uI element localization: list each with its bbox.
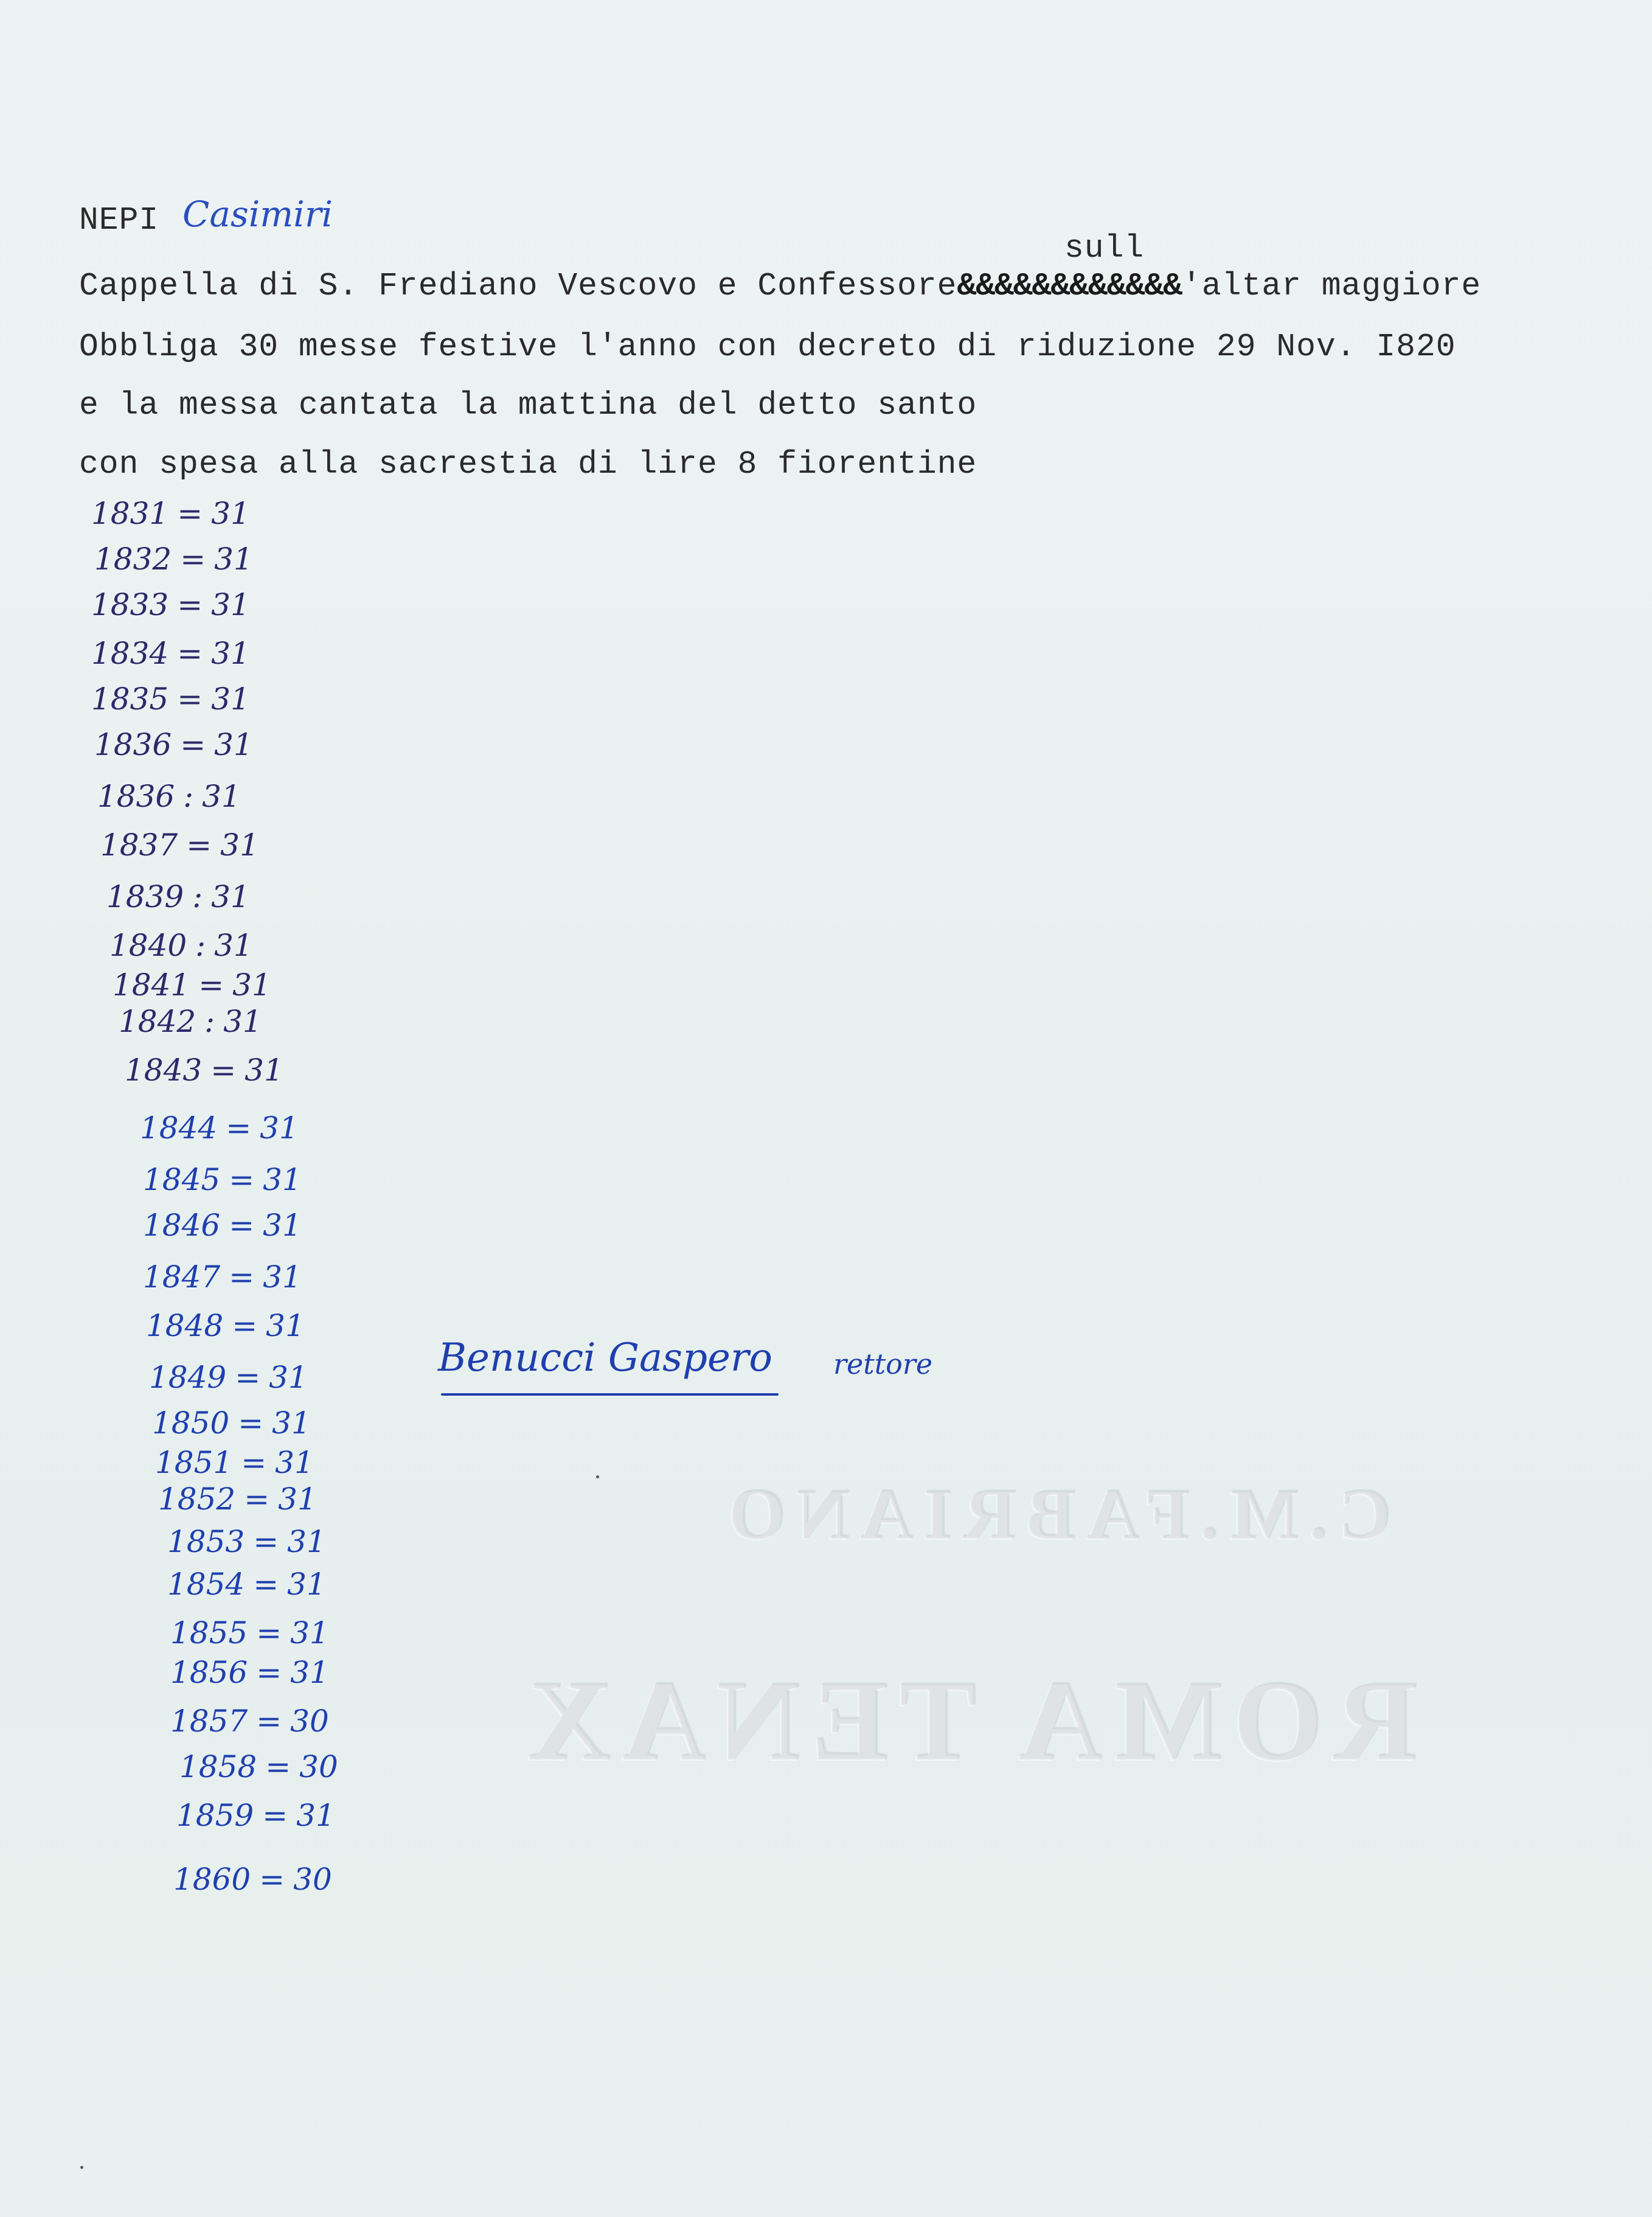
ledger-row (140, 1110, 299, 1147)
ledger-count: 31 (287, 1567, 326, 1602)
ledger-separator: = (256, 1615, 282, 1651)
ledger-row (170, 1704, 329, 1740)
ledger-year: 1852 (158, 1481, 236, 1517)
typed-line-3: e la messa cantata la mattina del detto santo (79, 387, 977, 423)
ledger-count: 31 (245, 1053, 283, 1088)
ledger-separator: = (180, 727, 206, 762)
ledger-row (170, 1615, 329, 1652)
ledger-separator: : (195, 928, 206, 963)
ledger-row (94, 727, 253, 764)
ledger-row (179, 1749, 338, 1786)
ledger-row (149, 1360, 308, 1396)
ledger-separator: = (177, 496, 203, 531)
ledger-row (167, 1524, 326, 1561)
ledger-separator: = (186, 827, 212, 863)
insertion-word: sull (1064, 230, 1145, 266)
ledger-count: 31 (287, 1524, 326, 1559)
ledger-row (176, 1798, 335, 1834)
ledger-year: 1836 (94, 727, 172, 762)
ledger-year: 1845 (143, 1162, 221, 1197)
ledger-row (167, 1567, 326, 1603)
ledger-count: 31 (211, 587, 250, 622)
typed-line-1 (79, 268, 1481, 304)
ledger-separator: = (253, 1524, 279, 1559)
signature-underline (441, 1393, 779, 1396)
ledger-separator: = (229, 1208, 255, 1243)
ledger-count: 31 (214, 541, 253, 577)
watermark-line-2: ROMA TENAX (517, 1657, 1418, 1785)
ledger-separator: = (259, 1862, 285, 1897)
ledger-row (106, 879, 250, 916)
ledger-separator: = (210, 1053, 237, 1088)
ledger-year: 1856 (170, 1655, 248, 1690)
ledger-count: 30 (299, 1749, 338, 1784)
ledger-year: 1846 (143, 1208, 221, 1243)
ledger-year: 1857 (170, 1704, 248, 1739)
ledger-count: 31 (290, 1615, 329, 1651)
ledger-separator: = (235, 1360, 261, 1395)
ledger-count: 31 (296, 1798, 335, 1833)
typed-line-1-end: 'altar maggiore (1182, 268, 1482, 304)
ledger-row (143, 1208, 302, 1244)
ledger-row (100, 827, 259, 864)
ledger-year: 1858 (179, 1749, 257, 1784)
ledger-separator: = (229, 1162, 255, 1197)
ledger-row (109, 928, 253, 964)
ledger-year: 1847 (143, 1259, 221, 1295)
ledger-year: 1836 (97, 779, 175, 814)
ledger-row (91, 636, 250, 672)
ledger-count: 30 (290, 1704, 329, 1739)
ledger-year: 1855 (170, 1615, 248, 1651)
ledger-separator: = (180, 541, 206, 577)
ledger-year: 1850 (152, 1405, 230, 1441)
ledger-separator: = (244, 1481, 270, 1517)
typed-line-1-overstrike: &&&&&&&&&&&& (957, 268, 1182, 304)
ledger-count: 31 (263, 1162, 302, 1197)
ledger-separator: = (198, 967, 224, 1003)
ledger-row (173, 1862, 332, 1898)
ledger-year: 1832 (94, 541, 172, 577)
ledger-count: 31 (263, 1259, 302, 1295)
ledger-row (119, 1004, 262, 1040)
ledger-row (155, 1445, 314, 1481)
ledger-year: 1854 (167, 1567, 245, 1602)
ledger-separator: : (183, 779, 194, 814)
ledger-count: 31 (278, 1481, 317, 1517)
ledger-count: 31 (211, 496, 250, 531)
ledger-year: 1853 (167, 1524, 245, 1559)
ledger-count: 31 (269, 1360, 308, 1395)
ledger-year: 1834 (91, 636, 169, 671)
typed-line-4: con spesa alla sacrestia di lire 8 fiorentine (79, 446, 977, 482)
ledger-year: 1841 (113, 967, 190, 1003)
ledger-year: 1840 (109, 928, 187, 963)
ledger-separator: = (238, 1405, 264, 1441)
ledger-count: 31 (214, 727, 253, 762)
ledger-count: 31 (275, 1445, 314, 1480)
signature: Benucci Gaspero (438, 1335, 772, 1380)
ledger-year: 1860 (173, 1862, 251, 1897)
ledger-year: 1844 (140, 1110, 218, 1146)
handwritten-name: Casimiri (182, 193, 333, 235)
ink-speck (80, 2166, 83, 2169)
ledger-count: 30 (293, 1862, 332, 1897)
ledger-separator: = (265, 1749, 291, 1784)
ledger-row (91, 496, 250, 532)
typed-line-2: Obbliga 30 messe festive l'anno con decreto di riduzione 29 Nov. I820 (79, 329, 1456, 365)
ledger-row (91, 587, 250, 624)
ledger-row (143, 1162, 302, 1199)
ledger-row (152, 1405, 311, 1442)
ledger-year: 1839 (106, 879, 184, 914)
ledger-separator: = (177, 587, 203, 622)
ledger-count: 31 (263, 1208, 302, 1243)
ledger-separator: = (177, 681, 203, 717)
ledger-year: 1837 (100, 827, 178, 863)
ledger-row (113, 967, 271, 1004)
ledger-count: 31 (290, 1655, 329, 1690)
signature-suffix: rettore (833, 1348, 933, 1380)
ledger-separator: = (232, 1308, 258, 1343)
ledger-row (91, 681, 250, 718)
ledger-year: 1849 (149, 1360, 227, 1395)
ledger-year: 1851 (155, 1445, 233, 1480)
ledger-count: 31 (202, 779, 241, 814)
typed-line-1-start: Cappella di S. Frediano Vescovo e Confessore (79, 268, 957, 304)
ledger-separator: = (256, 1704, 282, 1739)
ledger-year: 1842 (119, 1004, 196, 1039)
ledger-count: 31 (214, 928, 253, 963)
ledger-year: 1833 (91, 587, 169, 622)
watermark-line-1: C.M.FABRIANO (718, 1474, 1392, 1554)
ledger-year: 1843 (125, 1053, 203, 1088)
ledger-year: 1859 (176, 1798, 254, 1833)
ledger-row (146, 1308, 305, 1345)
ledger-separator: : (192, 879, 203, 914)
ledger-count: 31 (211, 636, 250, 671)
ledger-count: 31 (272, 1405, 311, 1441)
ledger-row (170, 1655, 329, 1691)
ledger-separator: = (256, 1655, 282, 1690)
ledger-separator: = (262, 1798, 288, 1833)
ledger-count: 31 (211, 879, 250, 914)
ledger-separator: = (229, 1259, 255, 1295)
ledger-row (94, 541, 253, 578)
ledger-count: 31 (260, 1110, 299, 1146)
ledger-row (158, 1481, 317, 1518)
ledger-count: 31 (232, 967, 271, 1003)
ledger-separator: = (253, 1567, 279, 1602)
ledger-row (97, 779, 241, 815)
ledger-separator: : (204, 1004, 215, 1039)
ledger-row (125, 1053, 283, 1089)
place-heading: NEPI (79, 202, 159, 238)
ledger-separator: = (241, 1445, 267, 1480)
ledger-year: 1831 (91, 496, 169, 531)
ledger-count: 31 (223, 1004, 262, 1039)
ledger-row (143, 1259, 302, 1296)
ledger-separator: = (177, 636, 203, 671)
ledger-year: 1835 (91, 681, 169, 717)
ledger-count: 31 (211, 681, 250, 717)
ledger-year: 1848 (146, 1308, 224, 1343)
ledger-count: 31 (266, 1308, 305, 1343)
ledger-count: 31 (220, 827, 259, 863)
ledger-separator: = (226, 1110, 252, 1146)
ink-speck (596, 1475, 599, 1478)
